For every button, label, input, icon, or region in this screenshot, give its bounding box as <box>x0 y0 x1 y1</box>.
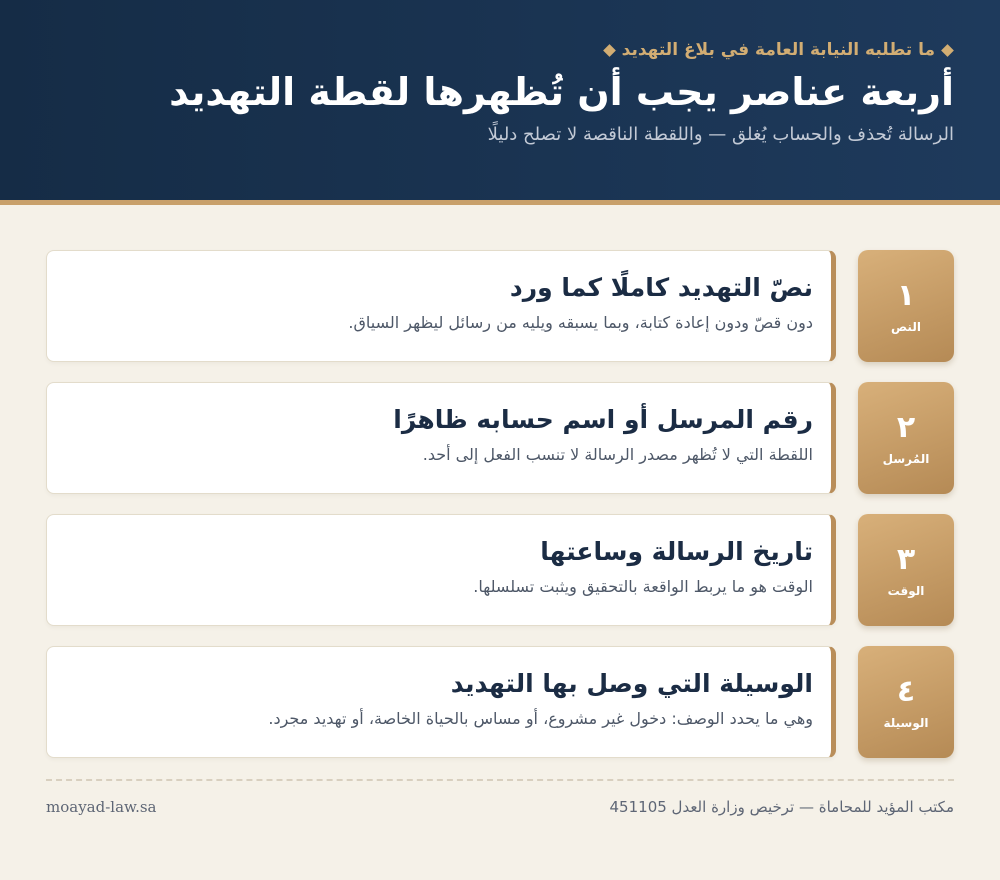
list-item <box>46 646 954 758</box>
page-header <box>0 0 1000 205</box>
footer-office: مكتب المؤيد للمحاماة — ترخيص وزارة العدل 451105 <box>609 798 954 816</box>
badge-label: الوسيلة <box>883 716 929 730</box>
diamond-icon <box>941 44 954 57</box>
badge-number: ٣ <box>896 542 916 577</box>
element-card <box>46 646 836 758</box>
badge-number: ١ <box>896 278 916 313</box>
page-title: أربعة عناصر يجب أن تُظهرها لقطة التهديد <box>169 70 954 114</box>
element-description: اللقطة التي لا تُظهر مصدر الرسالة لا تنسب الفعل إلى أحد. <box>422 445 813 464</box>
element-title: الوسيلة التي وصل بها التهديد <box>450 669 813 698</box>
element-card <box>46 250 836 362</box>
eyebrow <box>605 40 952 60</box>
number-badge <box>858 250 954 362</box>
element-card <box>46 514 836 626</box>
number-badge <box>858 382 954 494</box>
badge-label: المُرسل <box>882 452 930 466</box>
element-card <box>46 382 836 494</box>
badge-number: ٤ <box>896 674 916 709</box>
page-subtitle: الرسالة تُحذف والحساب يُغلق — واللقطة الناقصة لا تصلح دليلًا <box>487 124 954 145</box>
diamond-icon <box>603 44 616 57</box>
element-description: الوقت هو ما يربط الواقعة بالتحقيق ويثبت تسلسلها. <box>473 577 813 596</box>
eyebrow-text: ما تطلبه النيابة العامة في بلاغ التهديد <box>621 40 935 60</box>
element-title: رقم المرسل أو اسم حسابه ظاهرًا <box>393 405 813 434</box>
element-description: دون قصّ ودون إعادة كتابة، وبما يسبقه ويليه من رسائل ليظهر السياق. <box>348 313 813 332</box>
footer-divider <box>46 779 954 781</box>
number-badge <box>858 646 954 758</box>
list-item <box>46 514 954 626</box>
footer-website: moayad-law.sa <box>46 798 157 816</box>
list-item <box>46 382 954 494</box>
number-badge <box>858 514 954 626</box>
badge-number: ٢ <box>896 410 916 445</box>
element-title: نصّ التهديد كاملًا كما ورد <box>509 273 813 302</box>
list-item <box>46 250 954 362</box>
badge-label: الوقت <box>887 584 925 598</box>
element-description: وهي ما يحدد الوصف: دخول غير مشروع، أو مساس بالحياة الخاصة، أو تهديد مجرد. <box>268 709 813 728</box>
element-title: تاريخ الرسالة وساعتها <box>540 537 813 566</box>
badge-label: النص <box>891 320 921 334</box>
